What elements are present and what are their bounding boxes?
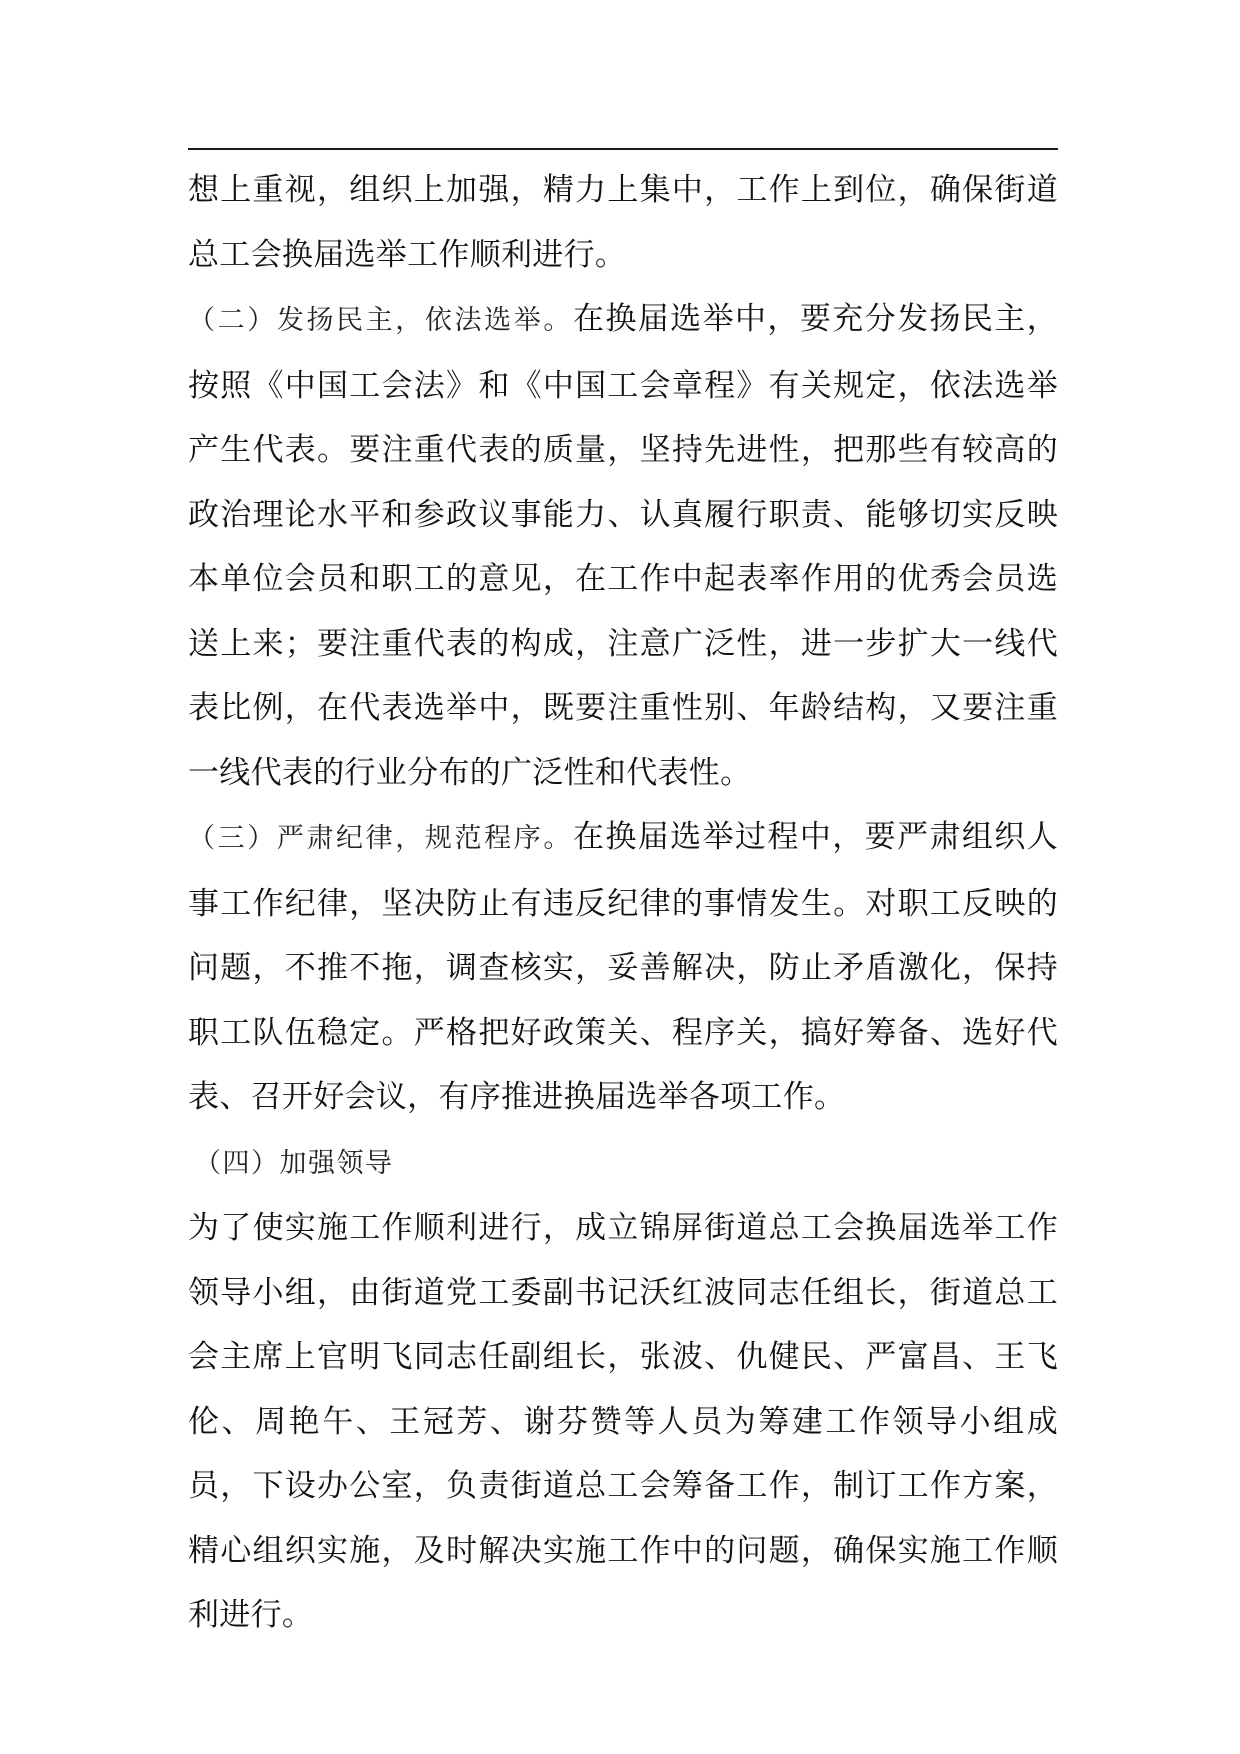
section-heading-3: （三）严肃纪律，规范程序。 xyxy=(188,823,573,854)
paragraph-text: 在换届选举中，要充分发扬民主，按照《中国工会法》和《中国工会章程》有关规定，依法选举产生代表。要注重代表的质量，坚持先进性，把那些有较高的政治理论水平和参政议事能力、认真履行职责、能够切实反映本单位会员和职工的意见，在工作中起表率作用的优秀会员选送上来；要注重代表的构成，注意广泛性，进一步扩大一线代表比例，在代表选举中，既要注重性别、年龄结构，又要注重一线代表的行业分布的广泛性和代表性。 xyxy=(188,301,1059,791)
paragraph-discipline xyxy=(188,805,1058,1130)
paragraph-text: 想上重视，组织上加强，精力上集中，工作上到位，确保街道总工会换届选举工作顺利进行。 xyxy=(188,172,1058,273)
document-body xyxy=(188,158,1058,1648)
paragraph-text: 在换届选举过程中，要严肃组织人事工作纪律，坚决防止有违反纪律的事情发生。对职工反映的问题，不推不拖，调查核实，妥善解决，防止矛盾激化，保持职工队伍稳定。严格把好政策关、程序关，搞好筹备、选好代表、召开好会议，有序推进换届选举各项工作。 xyxy=(188,819,1059,1115)
paragraph-continuation xyxy=(188,158,1058,287)
section-heading-2: （二）发扬民主，依法选举。 xyxy=(188,305,573,336)
header-rule xyxy=(188,148,1058,150)
paragraph-text: 为了使实施工作顺利进行，成立锦屏街道总工会换届选举工作领导小组，由街道党工委副书记沃红波同志任组长，街道总工会主席上官明飞同志任副组长，张波、仇健民、严富昌、王飞伦、周艳午、王冠芳、谢芬赞等人员为筹建工作领导小组成员，下设办公室，负责街道总工会筹备工作，制订工作方案，精心组织实施，及时解决实施工作中的问题，确保实施工作顺利进行。 xyxy=(188,1210,1058,1633)
paragraph-leadership-heading xyxy=(188,1130,1058,1197)
paragraph-leadership xyxy=(188,1196,1058,1648)
paragraph-democracy xyxy=(188,287,1058,805)
section-heading-4: （四）加强领导 xyxy=(194,1147,394,1179)
